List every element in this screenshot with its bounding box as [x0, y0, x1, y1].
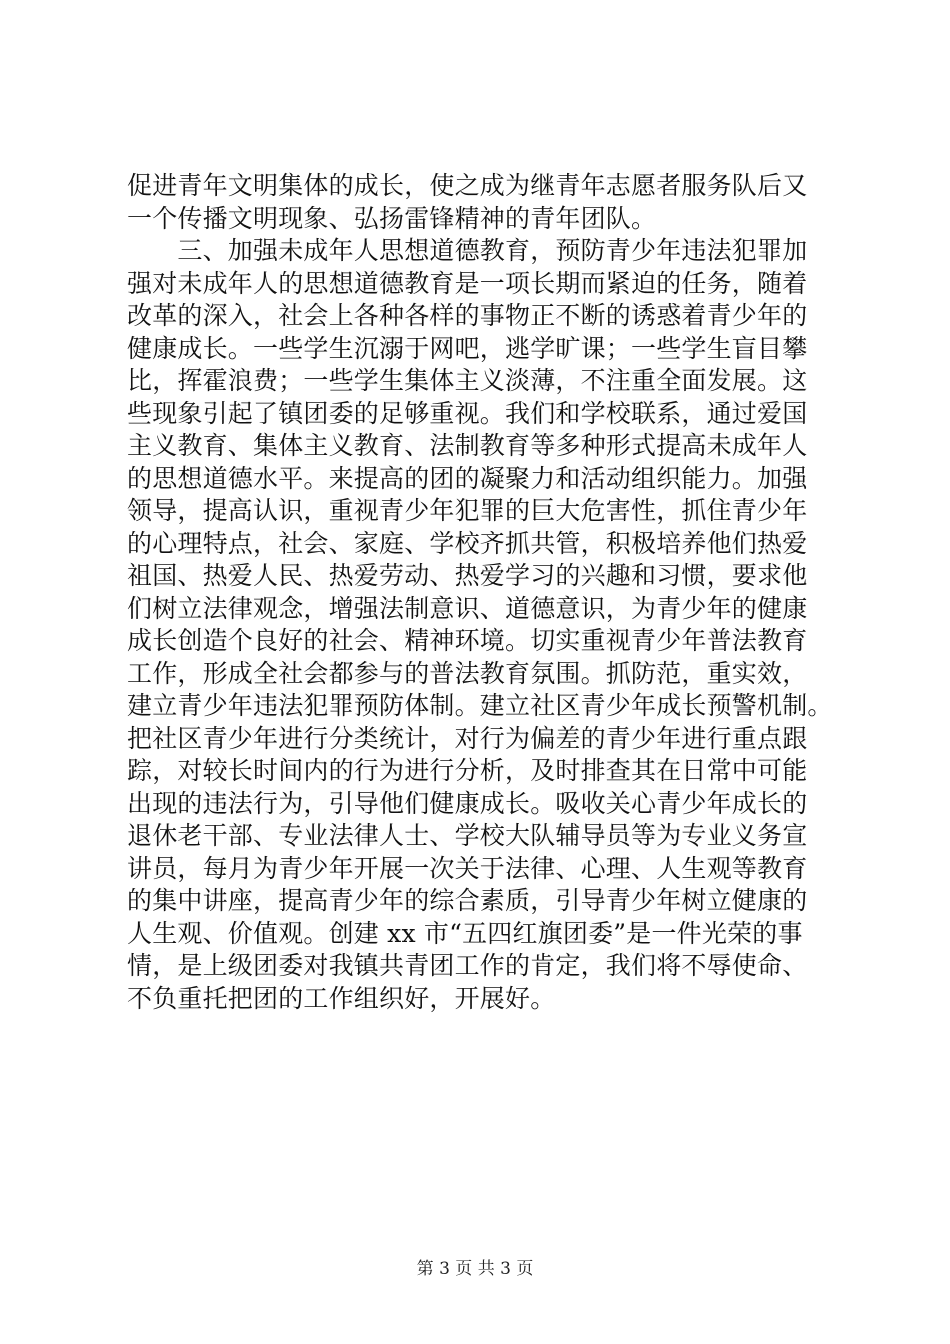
text-line: 们树立法律观念，增强法制意识、道德意识，为青少年的健康 — [127, 593, 808, 623]
text-line: 改革的深入，社会上各种各样的事物正不断的诱惑着青少年的 — [127, 301, 808, 330]
text-line: 人生观、价值观。创建 xx 市“五四红旗团委”是一件光荣的事 — [127, 918, 803, 948]
text-line: 强对未成年人的思想道德教育是一项长期而紧迫的任务，随着 — [127, 268, 808, 298]
text-line: 的心理特点，社会、家庭、学校齐抓共管，积极培养他们热爱 — [127, 528, 808, 558]
text-line: 建立青少年违法犯罪预防体制。建立社区青少年成长预警机制。 — [127, 691, 833, 720]
text-line: 促进青年文明集体的成长，使之成为继青年志愿者服务队后又 — [127, 171, 808, 200]
text-line: 的思想道德水平。来提高的团的凝聚力和活动组织能力。加强 — [127, 463, 808, 493]
text-line: 三、加强未成年人思想道德教育，预防青少年违法犯罪加 — [127, 236, 808, 265]
text-line: 领导，提高认识，重视青少年犯罪的巨大危害性，抓住青少年 — [127, 496, 808, 525]
text-line: 成长创造个良好的社会、精神环境。切实重视青少年普法教育 — [127, 626, 808, 655]
text-line: 出现的违法行为，引导他们健康成长。吸收关心青少年成长的 — [127, 788, 808, 818]
text-line: 比，挥霍浪费；一些学生集体主义淡薄，不注重全面发展。这 — [127, 366, 808, 395]
text-line: 退休老干部、专业法律人士、学校大队辅导员等为专业义务宣 — [127, 821, 808, 850]
text-line: 的集中讲座，提高青少年的综合素质，引导青少年树立健康的 — [127, 886, 808, 915]
text-line: 把社区青少年进行分类统计，对行为偏差的青少年进行重点跟 — [127, 723, 808, 753]
text-line: 健康成长。一些学生沉溺于网吧，逃学旷课；一些学生盲目攀 — [127, 333, 808, 363]
body-text — [127, 170, 847, 1015]
text-line: 讲员，每月为青少年开展一次关于法律、心理、人生观等教育 — [127, 853, 808, 883]
text-line: 些现象引起了镇团委的足够重视。我们和学校联系，通过爱国 — [127, 398, 808, 428]
text-line: 不负重托把团的工作组织好，开展好。 — [127, 983, 556, 1013]
page-number: 第 3 页 共 3 页 — [416, 1259, 534, 1279]
text-line: 主义教育、集体主义教育、法制教育等多种形式提高未成年人 — [127, 431, 808, 460]
page-footer — [0, 1259, 950, 1279]
text-line: 情，是上级团委对我镇共青团工作的肯定，我们将不辱使命、 — [127, 951, 808, 980]
text-line: 踪，对较长时间内的行为进行分析，及时排查其在日常中可能 — [127, 756, 808, 785]
text-line: 祖国、热爱人民、热爱劳动、热爱学习的兴趣和习惯，要求他 — [127, 561, 808, 590]
text-line: 一个传播文明现象、弘扬雷锋精神的青年团队。 — [127, 203, 657, 233]
text-line: 工作，形成全社会都参与的普法教育氛围。抓防范，重实效， — [127, 658, 808, 688]
